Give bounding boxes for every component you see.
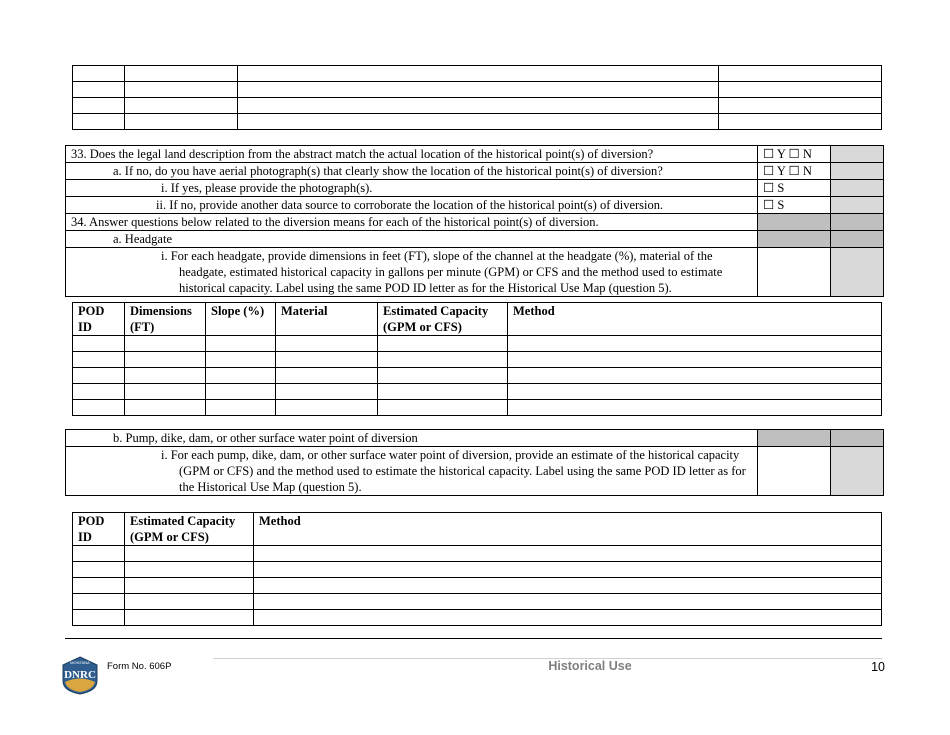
col-method: Method <box>508 303 882 336</box>
questions-table <box>65 145 884 297</box>
q33aii-checkbox[interactable]: ☐ S <box>758 197 831 214</box>
table-row <box>73 114 882 130</box>
form-number: Form No. 606P <box>107 661 172 672</box>
answer-cell[interactable] <box>758 248 831 297</box>
table-row <box>73 610 882 626</box>
answer-cell[interactable] <box>758 447 831 496</box>
shaded-cell <box>831 430 884 447</box>
dnrc-logo-icon <box>60 655 100 695</box>
table-row <box>73 98 882 114</box>
table-row <box>73 368 882 384</box>
shaded-cell <box>831 180 884 197</box>
footer-title: Historical Use <box>548 659 632 673</box>
shaded-cell <box>758 231 831 248</box>
table-row <box>73 400 882 416</box>
shaded-cell <box>831 248 884 297</box>
q33-yes-no-checkbox[interactable]: ☐ Y ☐ N <box>758 146 831 163</box>
shaded-cell <box>758 430 831 447</box>
table-row <box>73 66 882 82</box>
col-estimated-capacity: Estimated Capacity (GPM or CFS) <box>125 513 254 546</box>
col-dimensions: Dimensions (FT) <box>125 303 206 336</box>
q33a-yes-no-checkbox[interactable]: ☐ Y ☐ N <box>758 163 831 180</box>
table-row <box>73 82 882 98</box>
shaded-cell <box>758 214 831 231</box>
q34a-text: a. Headgate <box>66 231 758 248</box>
q34bi-text: i. For each pump, dike, dam, or other surface water point of diversion, provide an estimate of the historical capacity (GPM or CFS) and the method used to estimate the historical capacity. Label using the same POD ID letter as for the Historical Use Map (question 5). <box>66 447 758 496</box>
q34b-table <box>65 429 884 496</box>
q34ai-text: i. For each headgate, provide dimensions in feet (FT), slope of the channel at the headgate (%), material of the headgate, estimated historical capacity in gallons per minute (GPM) or CFS and the method used to estimate historical capacity. Label using the same POD ID letter as for the Historical Use Map (question 5). <box>66 248 758 297</box>
table-row <box>73 594 882 610</box>
q33a-text: a. If no, do you have aerial photograph(s) that clearly show the location of the historical point(s) of diversion? <box>66 163 758 180</box>
q33ai-text: i. If yes, please provide the photograph(s). <box>66 180 758 197</box>
table-header-row <box>73 303 882 336</box>
table-row <box>73 562 882 578</box>
logo-top-text: MONTANA <box>70 660 90 665</box>
shaded-cell <box>831 214 884 231</box>
col-slope: Slope (%) <box>206 303 276 336</box>
shaded-cell <box>831 163 884 180</box>
table-row <box>73 578 882 594</box>
col-estimated-capacity: Estimated Capacity (GPM or CFS) <box>378 303 508 336</box>
logo-text: DNRC <box>64 669 96 681</box>
table-header-row <box>73 513 882 546</box>
shaded-cell <box>831 231 884 248</box>
q33aii-text: ii. If no, provide another data source to corroborate the location of the historical point(s) of diversion. <box>66 197 758 214</box>
shaded-cell <box>831 197 884 214</box>
table-row <box>73 352 882 368</box>
pump-table <box>72 512 882 626</box>
table-row <box>73 546 882 562</box>
col-pod-id: POD ID <box>73 513 125 546</box>
top-blank-table <box>72 65 882 130</box>
col-pod-id: POD ID <box>73 303 125 336</box>
table-row <box>73 384 882 400</box>
table-row <box>73 336 882 352</box>
q34b-text: b. Pump, dike, dam, or other surface water point of diversion <box>66 430 758 447</box>
footer-divider <box>65 638 882 639</box>
q33ai-checkbox[interactable]: ☐ S <box>758 180 831 197</box>
shaded-cell <box>831 146 884 163</box>
shaded-cell <box>831 447 884 496</box>
page-number: 10 <box>871 660 885 674</box>
col-material: Material <box>276 303 378 336</box>
headgate-table <box>72 302 882 416</box>
q34-text: 34. Answer questions below related to the diversion means for each of the historical point(s) of diversion. <box>66 214 758 231</box>
col-method: Method <box>254 513 882 546</box>
q33-text: 33. Does the legal land description from the abstract match the actual location of the historical point(s) of diversion? <box>66 146 758 163</box>
